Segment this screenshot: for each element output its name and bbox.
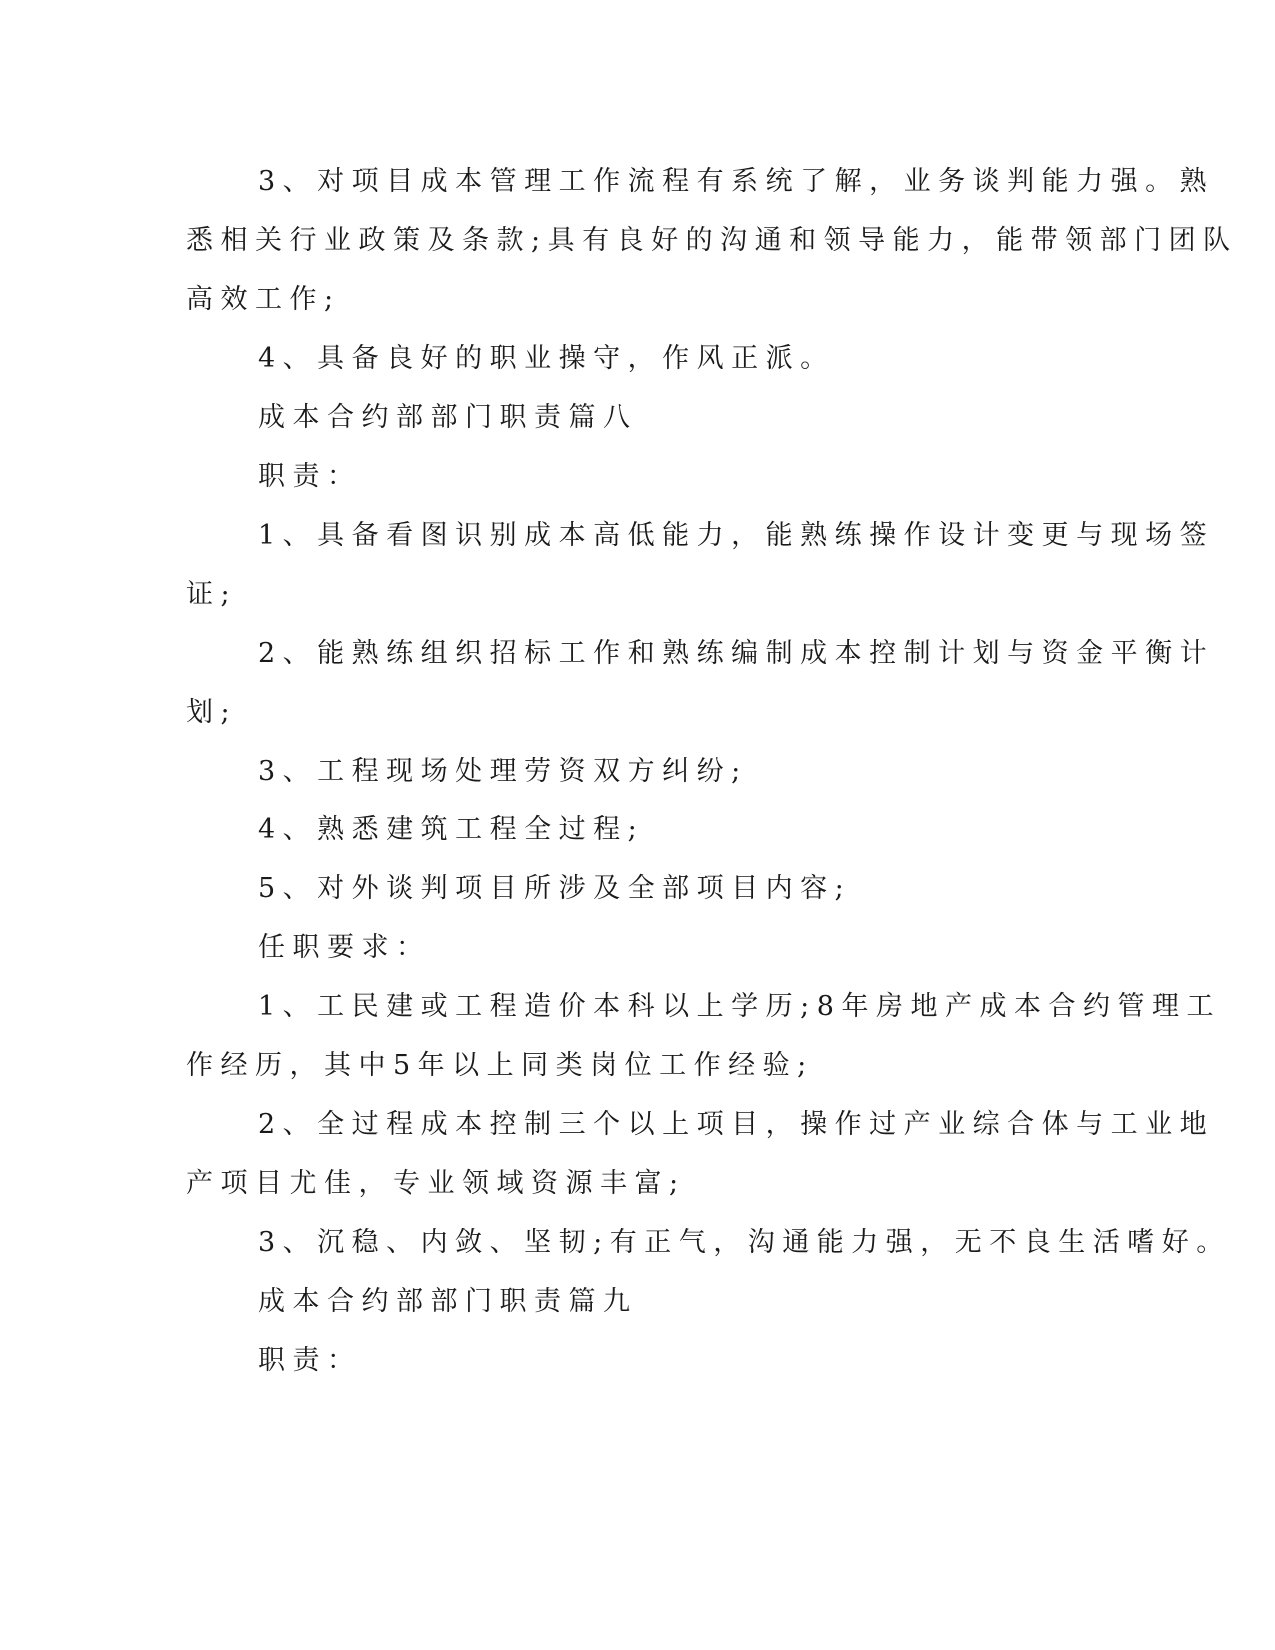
- qualification-1-line-2: 作经历，其中5年以上同类岗位工作经验;: [186, 1050, 814, 1081]
- qualification-2-line-1: 2、全过程成本控制三个以上项目，操作过产业综合体与工业地: [258, 1109, 1215, 1140]
- requirement-4: 4、具备良好的职业操守，作风正派。: [258, 343, 835, 374]
- qualification-1-line-1: 1、工民建或工程造价本科以上学历;8年房地产成本合约管理工: [258, 991, 1221, 1022]
- duty-2-line-1: 2、能熟练组织招标工作和熟练编制成本控制计划与资金平衡计: [258, 638, 1215, 669]
- section-heading-8: 成本合约部部门职责篇八: [258, 402, 638, 433]
- section-heading-9: 成本合约部部门职责篇九: [258, 1286, 638, 1317]
- duty-4: 4、熟悉建筑工程全过程;: [258, 814, 645, 845]
- duty-5: 5、对外谈判项目所涉及全部项目内容;: [258, 873, 852, 904]
- requirement-3-line-2: 悉相关行业政策及条款;具有良好的沟通和领导能力，能带领部门团队: [186, 225, 1238, 256]
- qualification-2-line-2: 产项目尤佳，专业领域资源丰富;: [186, 1168, 686, 1199]
- duty-1-line-2: 证;: [186, 579, 238, 610]
- qualification-3: 3、沉稳、内敛、坚韧;有正气，沟通能力强，无不良生活嗜好。: [258, 1227, 1231, 1258]
- requirement-3-line-1: 3、对项目成本管理工作流程有系统了解，业务谈判能力强。熟: [258, 166, 1215, 197]
- duty-3: 3、工程现场处理劳资双方纠纷;: [258, 756, 748, 787]
- requirement-3-line-3: 高效工作;: [186, 284, 341, 315]
- duties-label-2: 职责：: [258, 1345, 362, 1376]
- requirements-label: 任职要求：: [258, 932, 431, 963]
- duty-2-line-2: 划;: [186, 697, 238, 728]
- duties-label: 职责：: [258, 461, 362, 492]
- duty-1-line-1: 1、具备看图识别成本高低能力，能熟练操作设计变更与现场签: [258, 520, 1215, 551]
